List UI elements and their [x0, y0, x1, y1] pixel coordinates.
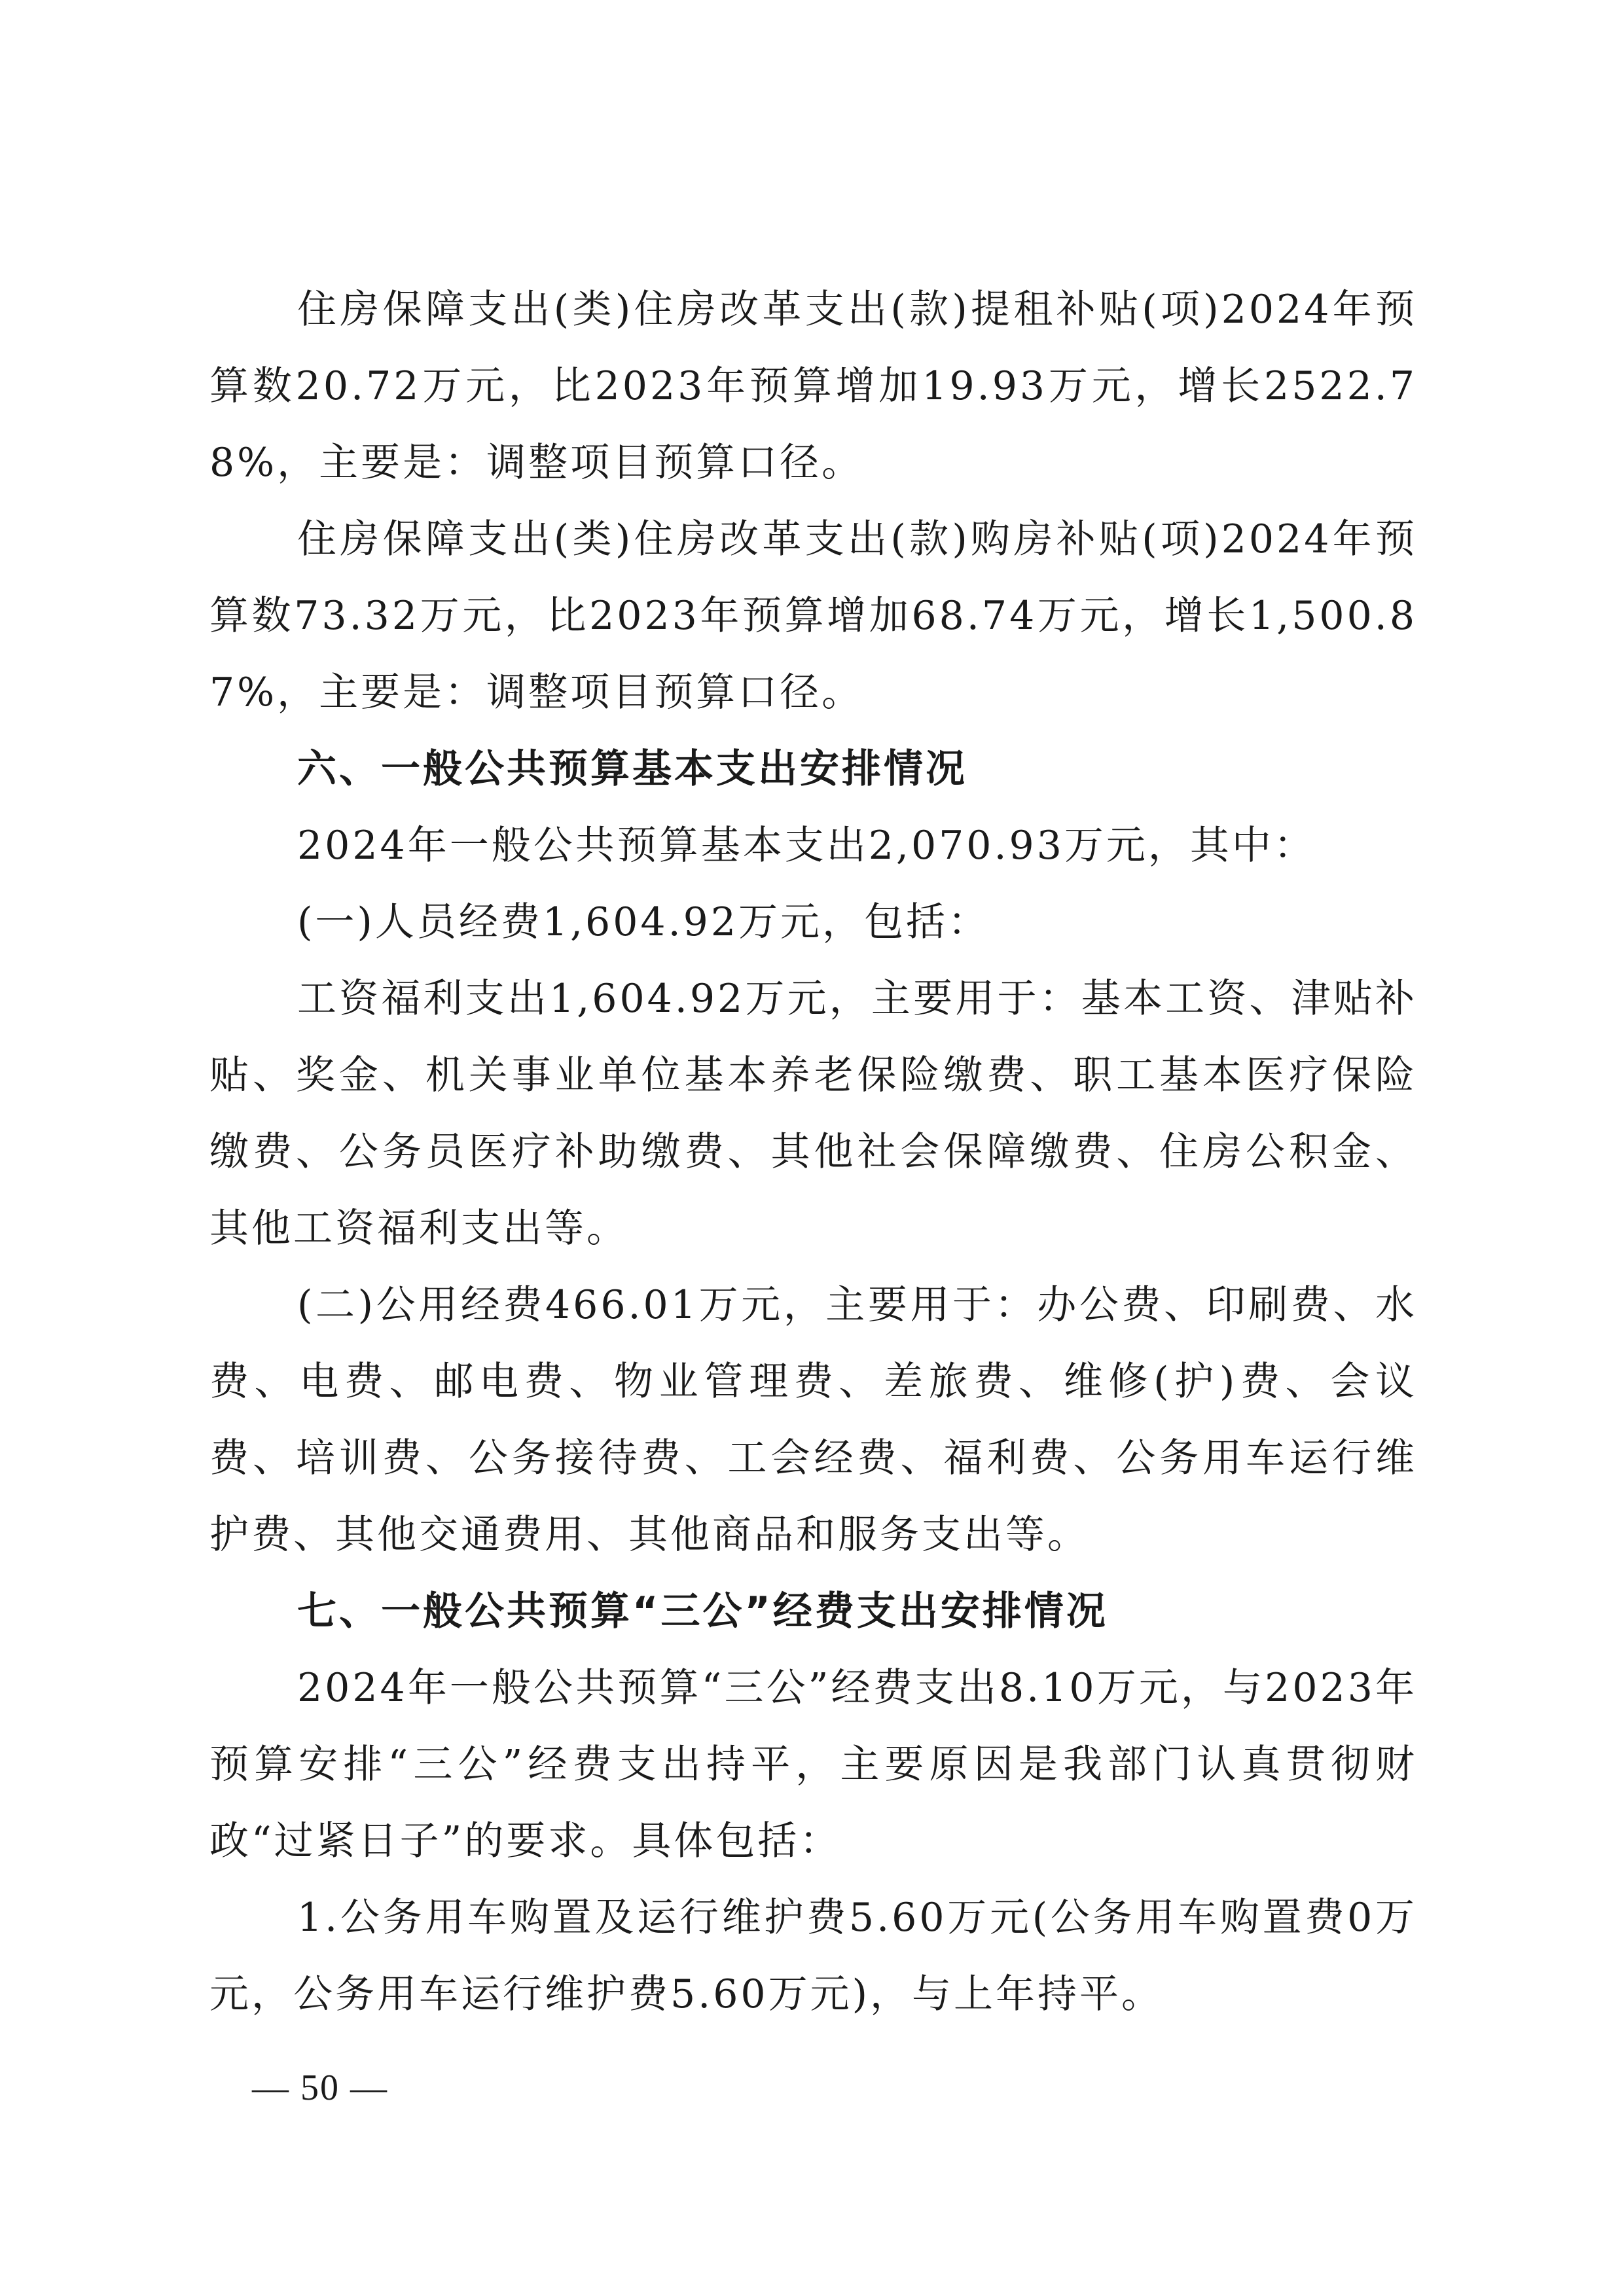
- paragraph-rent-subsidy: 住房保障支出(类)住房改革支出(款)提租补贴(项)2024年预算数20.72万元，比2023年预算增加19.93万元，增长2522.78%，主要是：调整项目预算口径。: [209, 287, 1417, 486]
- section-heading-6: 六、一般公共预算基本支出安排情况: [297, 746, 967, 792]
- page-number: — 50 —: [252, 2068, 388, 2108]
- paragraph-three-public-total: 2024年一般公共预算“三公”经费支出8.10万元，与2023年预算安排“三公”经费支出持平，主要原因是我部门认真贯彻财政“过紧日子”的要求。具体包括：: [209, 1665, 1417, 1864]
- paragraph-housing-purchase-subsidy: 住房保障支出(类)住房改革支出(款)购房补贴(项)2024年预算数73.32万元，比2023年预算增加68.74万元，增长1,500.87%，主要是：调整项目预算口径。: [209, 516, 1417, 715]
- paragraph-public-expenses: (二)公用经费466.01万元，主要用于：办公费、印刷费、水费、电费、邮电费、物业管理费、差旅费、维修(护)费、会议费、培训费、公务接待费、工会经费、福利费、公务用车运行维护费、其他交通费用、其他商品和服务支出等。: [209, 1282, 1417, 1558]
- paragraph-personnel-expenses: (一)人员经费1,604.92万元，包括：: [297, 899, 990, 945]
- paragraph-salary-welfare: 工资福利支出1,604.92万元，主要用于：基本工资、津贴补贴、奖金、机关事业单位基本养老保险缴费、职工基本医疗保险缴费、公务员医疗补助缴费、其他社会保障缴费、住房公积金、其他工资福利支出等。: [209, 976, 1417, 1251]
- section-heading-7: 七、一般公共预算“三公”经费支出安排情况: [297, 1588, 1108, 1634]
- paragraph-vehicle-expenses: 1.公务用车购置及运行维护费5.60万元(公务用车购置费0万元，公务用车运行维护费5.60万元)，与上年持平。: [209, 1895, 1417, 2017]
- document-body: [209, 272, 1417, 2033]
- paragraph-basic-expenditure-total: 2024年一般公共预算基本支出2,070.93万元，其中：: [297, 823, 1316, 869]
